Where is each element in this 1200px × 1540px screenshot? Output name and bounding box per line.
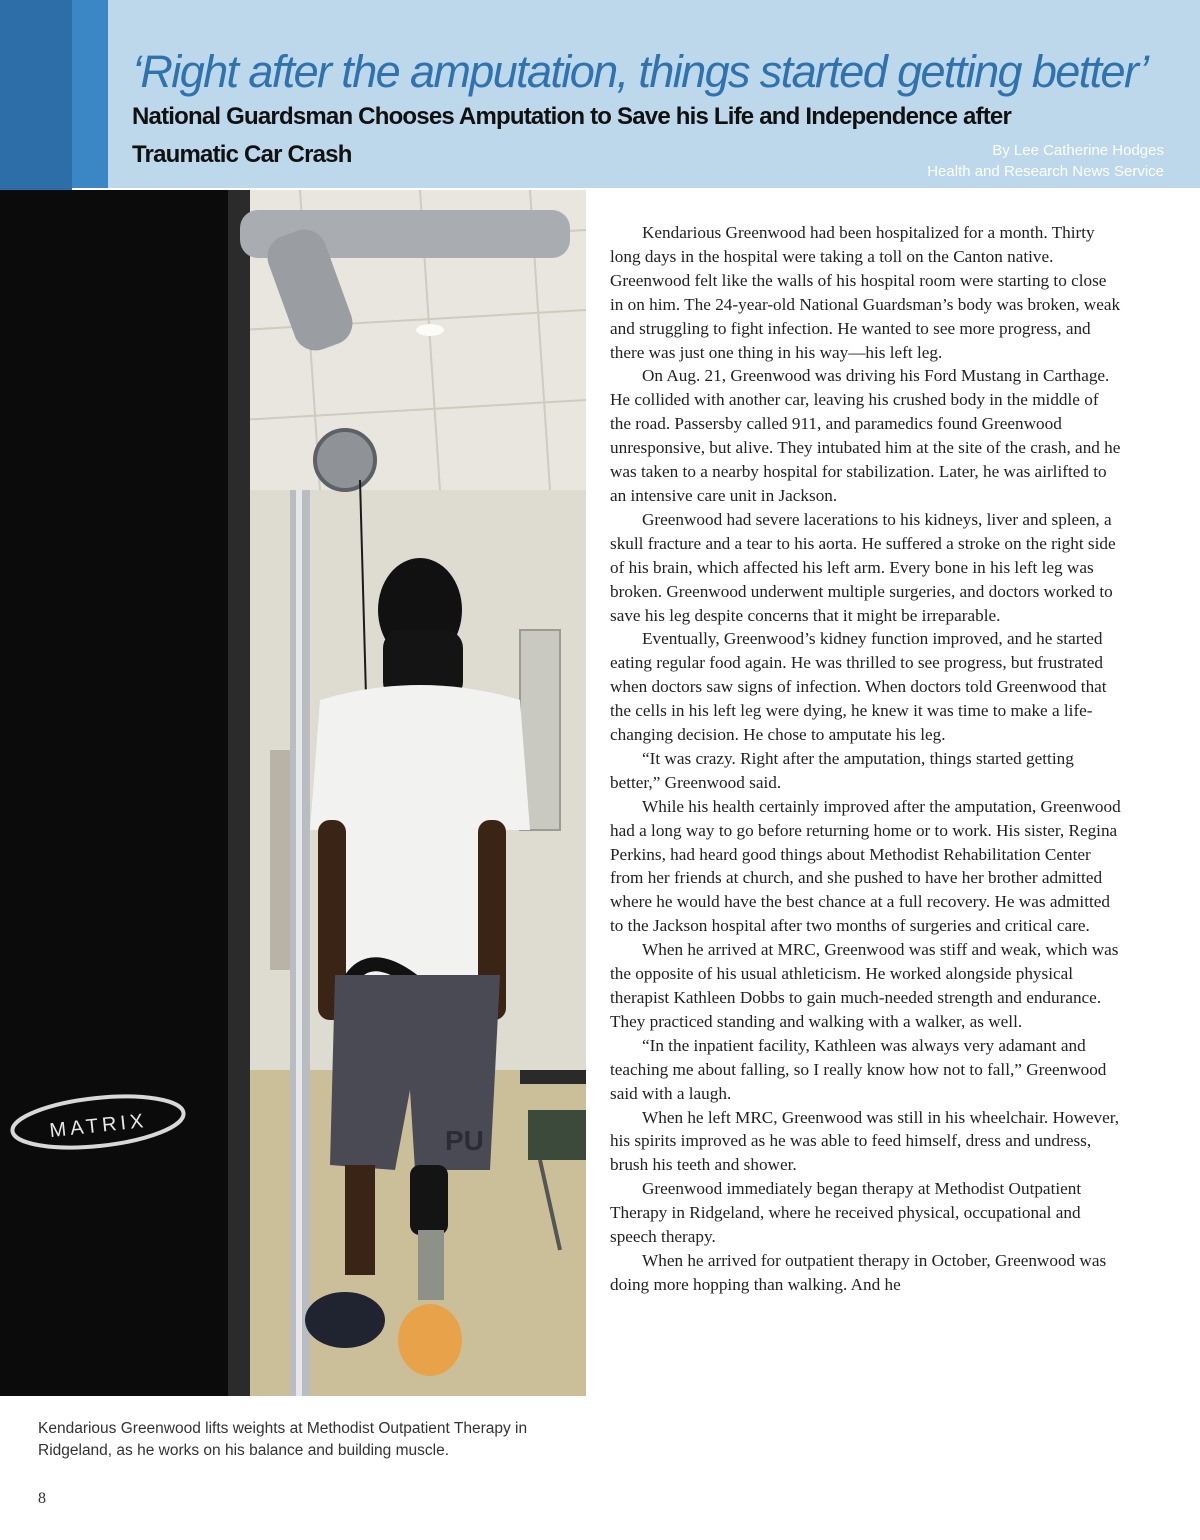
article-paragraph: Greenwood immediately began therapy at Methodist Outpatient Therapy in Ridgeland, where he received physical, occupational and speech therapy. (610, 1179, 1082, 1247)
article-paragraph: When he left MRC, Greenwood was still in his wheelchair. However, his spirits improved as he was able to feed himself, dress and undress, brush his teeth and shower. (610, 1107, 1120, 1175)
article-photo (0, 190, 586, 1396)
article-subheadline: National Guardsman Chooses Amputation to Save his Life and Independence after Traumatic Car Crash (132, 103, 1012, 168)
byline-organization: Health and Research News Service (927, 163, 1164, 180)
article-paragraph: “In the inpatient facility, Kathleen was always very adamant and teaching me about falling, so I really know how not to fall,” Greenwood said with a laugh. (610, 1035, 1107, 1103)
header-accent-bar-light (72, 0, 108, 188)
article-paragraph: Kendarious Greenwood had been hospitalized for a month. Thirty long days in the hospital were taking a toll on the Canton native. Greenwood felt like the walls of his hospital room were starting to close in on him. The 24-year-old National Guardsman’s body was broken, weak and struggling to fight infection. He wanted to see more progress, and there was just one thing in his way—his left leg. (610, 223, 1121, 362)
article-paragraph: “It was crazy. Right after the amputation, things started getting better,” Greenwood said. (610, 748, 1074, 792)
photo-caption: Kendarious Greenwood lifts weights at Methodist Outpatient Therapy in Ridgeland, as he works on his balance and building muscle. (38, 1420, 528, 1459)
page-number: 8 (38, 1490, 46, 1507)
article-paragraph: While his health certainly improved after the amputation, Greenwood had a long way to go before returning home or to work. His sister, Regina Perkins, had heard good things about Methodist Rehabilitation Center from her friends at church, and she pushed to have her brother admitted where he would have the best chance at a full recovery. He was admitted to the Jackson hospital after two months of surgeries and critical care. (610, 796, 1121, 936)
article-paragraph: On Aug. 21, Greenwood was driving his Ford Mustang in Carthage. He collided with another car, leaving his crushed body in the middle of the road. Passersby called 911, and paramedics found Greenwood unresponsive, but alive. They intubated him at the site of the crash, and he was taken to a nearby hospital for stabilization. Later, he was airlifted to an intensive care unit in Jackson. (610, 366, 1121, 505)
byline-author: By Lee Catherine Hodges (992, 142, 1164, 159)
article-headline: ‘Right after the amputation, things started getting better’ (132, 46, 1148, 97)
article-paragraph: When he arrived for outpatient therapy in October, Greenwood was doing more hopping than walking. And he (610, 1250, 1107, 1294)
article-paragraph: Greenwood had severe lacerations to his kidneys, liver and spleen, a skull fracture and a tear to his aorta. He suffered a stroke on the right side of his brain, which affected his left arm. Every bone in his left leg was broken. Greenwood underwent multiple surgeries, and doctors worked to save his leg despite concerns that it might be irreparable. (610, 509, 1116, 625)
matrix-logo: MATRIX (48, 1109, 149, 1143)
byline (927, 140, 1164, 182)
article-paragraph: Eventually, Greenwood’s kidney function improved, and he started eating regular food again. He was thrilled to see progress, but frustrated when doctors saw signs of infection. When doctors told Greenwood that the cells in his left leg were dying, he knew it was time to make a life-changing decision. He chose to amputate his leg. (610, 629, 1107, 745)
shorts-lettering: PU (445, 1125, 484, 1156)
header-accent-bar-dark (0, 0, 72, 210)
article-paragraph: When he arrived at MRC, Greenwood was stiff and weak, which was the opposite of his usual athleticism. He worked alongside physical therapist Kathleen Dobbs to gain much-needed strength and endurance. They practiced standing and walking with a walker, as well. (610, 940, 1119, 1031)
article-body (610, 221, 1122, 1465)
